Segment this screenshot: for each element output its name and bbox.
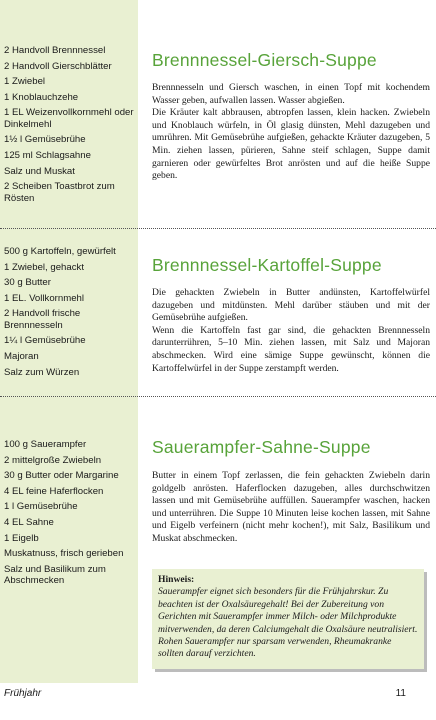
- hint-title: Hinweis:: [158, 574, 195, 585]
- ingredient-item: Salz und Muskat: [4, 165, 75, 177]
- ingredient-item: 125 ml Schlagsahne: [4, 149, 91, 161]
- section-divider: [0, 396, 436, 397]
- ingredient-item: 1 Knoblauchzehe: [4, 91, 79, 103]
- instruction-paragraph: Wenn die Kartoffeln fast gar sind, die gehackten Brennnesseln darunterrühren, 5–10 Min. ziehen lassen, mit Salz und Majoran abschmecken. Wird eine sämige Suppe gewünscht, können die Kartoffelwürfel in der Suppe zerstampft werden.: [152, 324, 430, 374]
- section-divider: [0, 228, 436, 229]
- ingredient-item: 500 g Kartoffeln, gewürfelt: [4, 246, 116, 257]
- ingredient-item: Majoran: [4, 350, 39, 362]
- ingredient-item: 100 g Sauerampfer: [4, 439, 87, 450]
- recipe-title: Brennnessel-Giersch-Suppe: [152, 50, 377, 70]
- ingredient-item: 1½ l Gemüsebrühe: [4, 134, 86, 146]
- ingredient-item: 2 mittelgroße Zwiebeln: [4, 454, 102, 466]
- recipe-instructions: [152, 470, 430, 546]
- ingredient-item: 1 Zwiebel: [4, 76, 46, 88]
- instruction-paragraph: Die Kräuter kalt abbrausen, abtropfen lassen, klein hacken. Zwiebeln und Knoblauch würfeln, in Öl glasig dünsten, Mehl dazugeben und umrühren. Mit Gemüsebrühe aufgießen, gehackte Kräuter dazugeben, 5 Min. ziehen lassen, pürieren, Sahne steif schlagen, Suppe damit garnieren oder gewürfeltes Brot anrösten und auf die heiße Suppe geben.: [152, 107, 430, 182]
- ingredient-item: 4 EL Sahne: [4, 516, 54, 528]
- recipe-title: Sauerampfer-Sahne-Suppe: [152, 437, 371, 457]
- instruction-paragraph: Brennnesseln und Giersch waschen, in einen Topf mit kochendem Wasser geben, aufwallen lassen. Wasser abgießen.: [152, 82, 430, 106]
- ingredient-item: 1 Zwiebel, gehackt: [4, 261, 84, 273]
- ingredient-list: [4, 244, 136, 380]
- recipe-instructions: [152, 82, 430, 183]
- hint-text: Sauerampfer eignet sich besonders für die Frühjahrskur. Zu beachten ist der Oxalsäuregehalt! Bei der Zubereitung von Gerichten mit Sauerampfer immer Milch- oder Milchprodukte mitverwenden, da deren Calciumgehalt die Oxalsäure neutralisiert. Rohen Sauerampfer nur sparsam verwenden, Rheumakranke sollten darauf verzichten.: [158, 586, 418, 660]
- hint-box: [152, 569, 424, 669]
- ingredient-item: 30 g Butter: [4, 277, 51, 289]
- ingredient-item: Salz und Basilikum zum Abschmecken: [4, 563, 106, 587]
- ingredient-item: 1 EL. Vollkornmehl: [4, 292, 84, 304]
- ingredient-item: Salz zum Würzen: [4, 366, 80, 378]
- ingredient-item: 4 EL feine Haferflocken: [4, 485, 104, 497]
- ingredient-item: 2 Handvoll Gierschblätter: [4, 60, 112, 72]
- ingredient-item: 2 Handvoll Brennnessel: [4, 45, 106, 56]
- ingredient-item: 30 g Butter oder Margarine: [4, 470, 119, 482]
- page-number: 11: [395, 688, 406, 699]
- instruction-paragraph: Die gehackten Zwiebeln in Butter andünsten, Kartoffelwürfel dazugeben und mitdünsten. Mehl darüber stäuben und mit der Gemüsebrühe aufgießen.: [152, 287, 430, 324]
- recipe-title: Brennnessel-Kartoffel-Suppe: [152, 255, 382, 275]
- ingredient-item: Muskatnuss, frisch gerieben: [4, 548, 124, 560]
- ingredient-item: 2 Handvoll frische Brennnesseln: [4, 308, 81, 331]
- recipe-instructions: [152, 287, 430, 375]
- ingredient-item: 2 Scheiben Toastbrot zum Rösten: [4, 181, 115, 204]
- instruction-paragraph: Butter in einem Topf zerlassen, die fein gehackten Zwiebeln darin goldgelb anrösten. Haferflocken dazugeben, alles durchschwitzen lassen und mit Gemüsebrühe auffüllen. Sauerampfer waschen, hacken und unterrühren. Die Suppe 10 Minuten leise kochen lassen, mit Sahne und Eigelb verfeinern (nicht mehr kochen!), mit Salz, Basilikum und Muskat abschmecken.: [152, 470, 430, 544]
- ingredient-list: [4, 43, 136, 206]
- footer-section: Frühjahr: [4, 688, 42, 699]
- ingredient-list: [4, 437, 136, 589]
- ingredient-item: 1 EL Weizenvollkornmehl oder Dinkelmehl: [4, 107, 134, 130]
- ingredient-item: 1¼ l Gemüsebrühe: [4, 335, 86, 347]
- ingredient-item: 1 l Gemüsebrühe: [4, 501, 78, 513]
- ingredient-item: 1 Eigelb: [4, 532, 39, 544]
